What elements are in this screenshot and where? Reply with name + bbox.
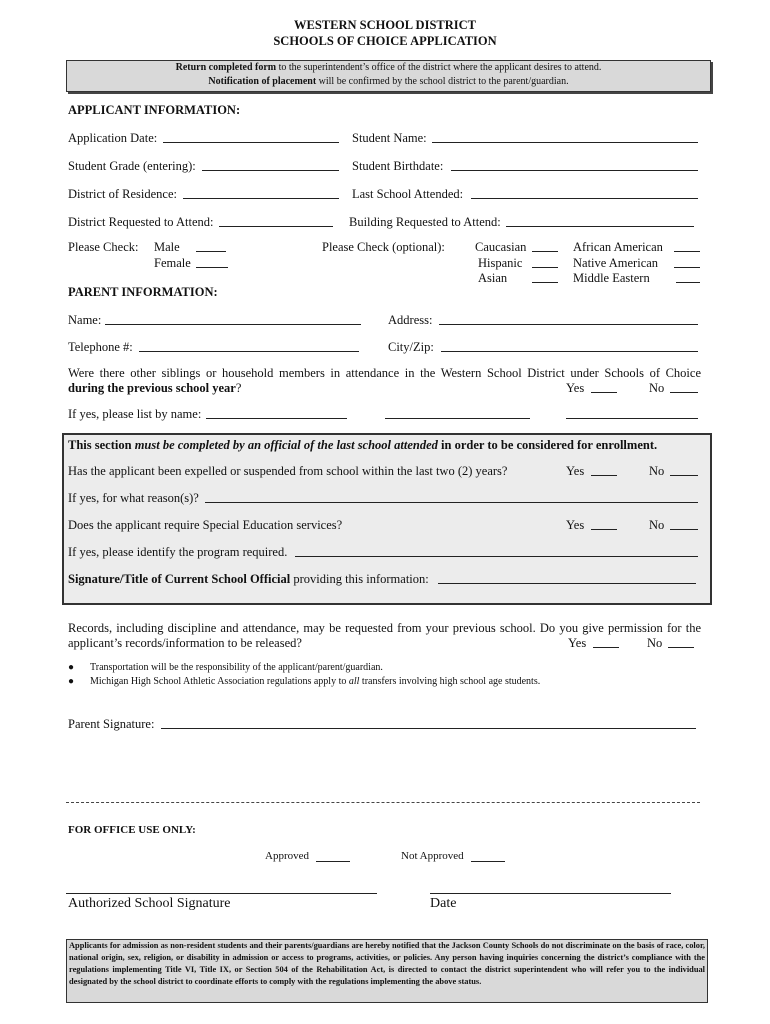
middle-eastern-checkbox[interactable] — [676, 271, 700, 283]
approved-label: Approved — [265, 850, 309, 862]
district-title: WESTERN SCHOOL DISTRICT — [293, 18, 476, 32]
parent-heading: PARENT INFORMATION: — [68, 285, 218, 299]
district-residence-label: District of Residence: — [68, 187, 177, 201]
official-signature-bold: Signature/Title of Current School Official — [68, 572, 291, 586]
student-birthdate-field[interactable] — [451, 159, 698, 171]
notice-return-bold: Return completed form — [175, 62, 277, 73]
return-notice-box — [66, 60, 711, 92]
official-intro-a: This section — [68, 438, 135, 452]
sibling-name-field-3[interactable] — [566, 407, 698, 419]
asian-label: Asian — [478, 271, 508, 285]
previous-year-bold: during the previous school year — [68, 381, 236, 395]
district-residence-field[interactable] — [183, 187, 339, 199]
official-signature-field[interactable] — [438, 572, 696, 584]
male-label: Male — [154, 240, 180, 254]
district-requested-field[interactable] — [219, 215, 333, 227]
bullet-icon: ● — [68, 676, 75, 687]
date-label: Date — [430, 896, 457, 911]
african-american-label: African American — [573, 240, 663, 254]
form-title: SCHOOLS OF CHOICE APPLICATION — [273, 34, 497, 48]
application-date-label: Application Date: — [68, 131, 158, 145]
last-school-label: Last School Attended: — [352, 187, 464, 201]
city-zip-label: City/Zip: — [388, 340, 434, 354]
official-intro-emphasis: must be completed by an official of the last school attended — [134, 438, 438, 452]
bullet-icon: ● — [68, 662, 75, 673]
records-yes-label: Yes — [568, 636, 587, 650]
athletic-note-a: Michigan High School Athletic Association regulations apply to — [90, 676, 349, 687]
special-ed-no-checkbox[interactable] — [670, 518, 698, 530]
parent-name-field[interactable] — [105, 313, 361, 325]
notice-placement-bold: Notification of placement — [208, 76, 317, 87]
notice-placement-text: will be confirmed by the school district to the parent/guardian. — [316, 76, 569, 87]
sibling-name-field-2[interactable] — [385, 407, 530, 419]
athletic-note — [90, 676, 540, 687]
not-approved-field[interactable] — [471, 850, 505, 862]
expelled-yes-checkbox[interactable] — [591, 464, 617, 476]
expelled-question: Has the applicant been expelled or suspended from school within the last two (2) years? — [68, 464, 508, 478]
special-ed-yes-label: Yes — [566, 518, 585, 532]
native-american-checkbox[interactable] — [674, 256, 700, 268]
middle-eastern-label: Middle Eastern — [573, 271, 650, 285]
official-signature-label — [68, 572, 429, 587]
city-zip-field[interactable] — [441, 340, 698, 352]
official-intro — [68, 438, 657, 453]
african-american-checkbox[interactable] — [674, 240, 700, 252]
siblings-question-cont — [68, 381, 241, 396]
applicant-heading: APPLICANT INFORMATION: — [68, 103, 241, 117]
caucasian-checkbox[interactable] — [532, 240, 558, 252]
athletic-note-c: transfers involving high school age students. — [359, 676, 541, 687]
female-checkbox[interactable] — [196, 256, 228, 268]
not-approved-label: Not Approved — [401, 850, 464, 862]
native-american-label: Native American — [573, 256, 659, 270]
student-name-label: Student Name: — [352, 131, 427, 145]
siblings-no-checkbox[interactable] — [670, 381, 698, 393]
siblings-question: Were there other siblings or household members in attendance in the Western School District under Schools of Choice — [68, 366, 701, 380]
asian-checkbox[interactable] — [532, 271, 558, 283]
siblings-qmark: ? — [235, 381, 242, 395]
please-check-optional-label: Please Check (optional): — [322, 240, 445, 254]
caucasian-label: Caucasian — [475, 240, 527, 254]
date-line[interactable] — [430, 893, 671, 894]
records-question-cont: applicant’s records/information to be released? — [68, 636, 302, 650]
records-yes-checkbox[interactable] — [593, 636, 619, 648]
student-grade-label: Student Grade (entering): — [68, 159, 196, 173]
special-ed-question: Does the applicant require Special Education services? — [68, 518, 343, 532]
official-signature-text: providing this information: — [290, 572, 429, 586]
program-label: If yes, please identify the program required. — [68, 545, 288, 559]
hispanic-checkbox[interactable] — [532, 256, 558, 268]
hispanic-label: Hispanic — [478, 256, 523, 270]
address-field[interactable] — [439, 313, 698, 325]
transportation-note: Transportation will be the responsibility of the applicant/parent/guardian. — [90, 662, 383, 673]
student-grade-field[interactable] — [202, 159, 339, 171]
expelled-no-label: No — [649, 464, 665, 478]
program-field[interactable] — [295, 545, 698, 557]
records-question: Records, including discipline and attendance, may be requested from your previous school. Do you give permission for the — [68, 621, 701, 635]
auth-signature-line[interactable] — [66, 893, 377, 894]
office-use-heading: FOR OFFICE USE ONLY: — [68, 824, 196, 836]
siblings-yes-label: Yes — [566, 381, 585, 395]
male-checkbox[interactable] — [196, 240, 226, 252]
student-birthdate-label: Student Birthdate: — [352, 159, 444, 173]
special-ed-no-label: No — [649, 518, 665, 532]
expelled-yes-label: Yes — [566, 464, 585, 478]
address-label: Address: — [388, 313, 433, 327]
please-check-label: Please Check: — [68, 240, 139, 254]
female-label: Female — [154, 256, 191, 270]
auth-signature-label: Authorized School Signature — [68, 896, 231, 911]
office-divider — [66, 802, 700, 803]
nondiscrimination-notice: Applicants for admission as non-resident students and their parents/guardians are hereby notified that the Jackson County Schools do not discriminate on the basis of race, color, national origin, sex, religion, or disability in admission or access to programs, activities, or policies. Any person having inquiries concerning the district’s compliance with the regulations implementing Title VI, Title IX, or Section 504 of the Rehabilitation Act, is directed to contact the district superintendent who will refer you to the individual designated by the school district to coordinate efforts to comply with the regulations implementing the above status. — [66, 939, 708, 1003]
special-ed-yes-checkbox[interactable] — [591, 518, 617, 530]
records-no-label: No — [647, 636, 663, 650]
sibling-name-field-1[interactable] — [206, 407, 347, 419]
parent-signature-field[interactable] — [161, 717, 696, 729]
athletic-note-all: all — [348, 676, 360, 687]
application-date-field[interactable] — [163, 131, 339, 143]
reasons-field[interactable] — [205, 491, 698, 503]
telephone-label: Telephone #: — [68, 340, 133, 354]
telephone-field[interactable] — [139, 340, 359, 352]
records-no-checkbox[interactable] — [668, 636, 694, 648]
expelled-no-checkbox[interactable] — [670, 464, 698, 476]
parent-name-label: Name: — [68, 313, 102, 327]
official-intro-c: in order to be considered for enrollment. — [437, 438, 658, 452]
approved-field[interactable] — [316, 850, 350, 862]
reasons-label: If yes, for what reason(s)? — [68, 491, 199, 505]
parent-signature-label: Parent Signature: — [68, 717, 155, 731]
last-school-field[interactable] — [471, 187, 698, 199]
student-name-field[interactable] — [432, 131, 698, 143]
siblings-yes-checkbox[interactable] — [591, 381, 617, 393]
siblings-no-label: No — [649, 381, 665, 395]
building-requested-label: Building Requested to Attend: — [349, 215, 501, 229]
list-by-name-label: If yes, please list by name: — [68, 407, 202, 421]
notice-return-text: to the superintendent’s office of the district where the applicant desires to attend. — [276, 62, 602, 73]
district-requested-label: District Requested to Attend: — [68, 215, 214, 229]
building-requested-field[interactable] — [506, 215, 694, 227]
